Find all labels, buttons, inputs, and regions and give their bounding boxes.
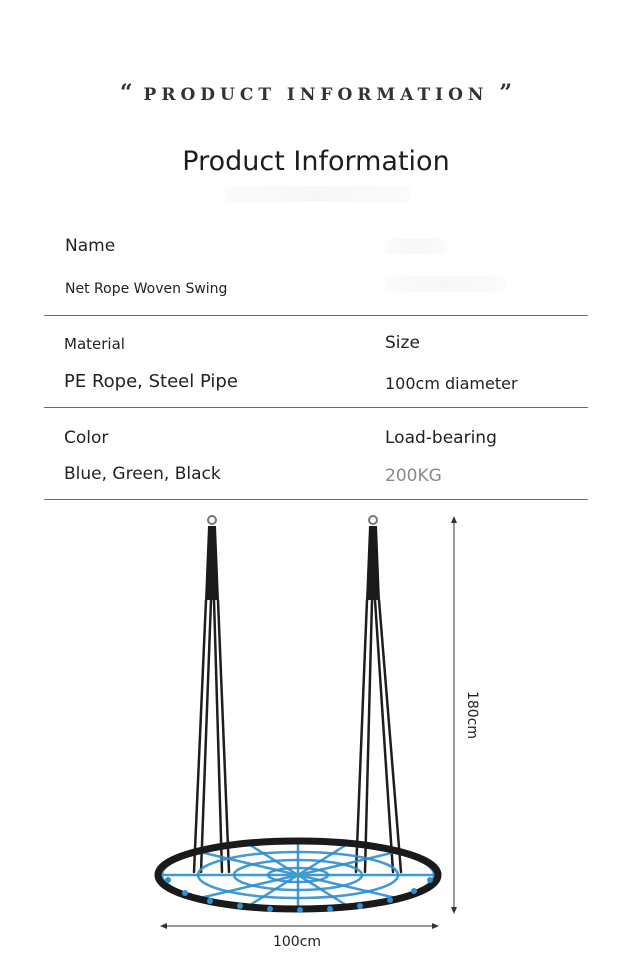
height-dimension [451, 516, 457, 914]
material-label: Material [64, 335, 125, 353]
hanging-hooks [208, 516, 377, 524]
divider [44, 499, 588, 500]
width-label: 100cm [272, 934, 322, 950]
color-value: Blue, Green, Black [64, 464, 221, 484]
ropes [194, 600, 401, 872]
load-bearing-value: 200KG [385, 466, 442, 486]
section-kicker [0, 80, 632, 106]
width-dimension [160, 923, 439, 929]
faded-value [385, 276, 505, 292]
swing-seat [158, 841, 438, 913]
material-value: PE Rope, Steel Pipe [64, 371, 238, 392]
size-label: Size [385, 333, 420, 353]
page-title: Product Information [182, 146, 450, 177]
close-quote: ” [499, 80, 513, 106]
kicker-text: PRODUCT INFORMATION [143, 85, 489, 105]
faded-label [385, 239, 447, 254]
size-value: 100cm diameter [385, 374, 518, 393]
hanging-straps [205, 526, 380, 600]
height-label: 180cm [464, 690, 480, 740]
faded-subtitle [225, 186, 410, 202]
open-quote: “ [119, 80, 133, 106]
load-bearing-label: Load-bearing [385, 428, 497, 448]
name-value: Net Rope Woven Swing [65, 281, 228, 297]
divider [44, 315, 588, 316]
swing-diagram [0, 505, 632, 960]
color-label: Color [64, 428, 109, 448]
name-label: Name [65, 236, 116, 256]
divider [44, 407, 588, 408]
